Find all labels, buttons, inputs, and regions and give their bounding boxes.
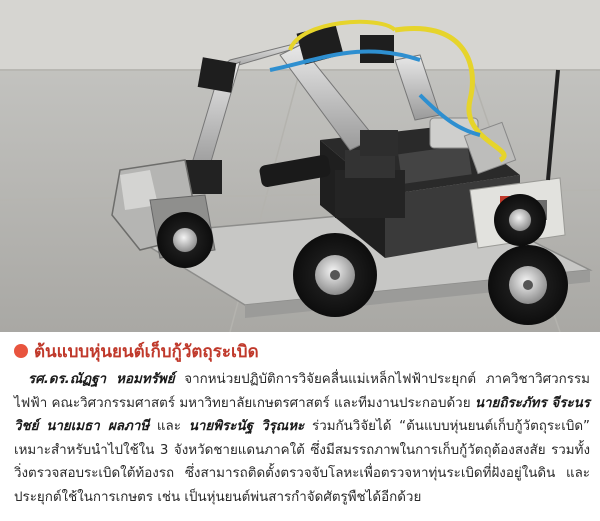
- wheel-rear-left: [157, 212, 213, 268]
- team-member-1: นายถิระภัทร จีระนรวิชย์: [14, 395, 590, 434]
- article-caption: [14, 338, 590, 516]
- headline-row: [14, 338, 590, 364]
- author-name: รศ.ดร.ณัฏฐา หอมทรัพย์: [28, 372, 175, 387]
- conjunction: และ: [149, 419, 189, 434]
- body-text-part2: ร่วมกันวิจัยได้ “ต้นแบบหุ่นยนต์เก็บกู้วัตถุระเบิด” เหมาะสำหรับนำไปใช้ใน 3 จังหวัดชายแดนภาคใต้ ซึ่งมีสมรรถภาพในการเก็บกู้วัตถุต้องสงสัย รวมทั้งวิ่งตรวจสอบระเบิดใต้ท้องรถ ซึ่งสามารถติดตั้งตรวจจับโลหะเพื่อตรวจหาทุ่นระเบิดที่ฝังอยู่ในดิน และประยุกต์ใช้ในการเกษตร เช่น เป็นหุ่นยนต์พ่นสารกำจัดศัตรูพืชได้อีกด้วย: [14, 419, 590, 505]
- body-text-part1: จากหน่วยปฏิบัติการวิจัยคลื่นแม่เหล็กไฟฟ้าประยุกต์ ภาควิชาวิศวกรรมไฟฟ้า คณะวิศวกรรมศาสตร์ มหาวิทยาลัยเกษตรศาสตร์ และทีมงานประกอบด้วย: [14, 372, 591, 411]
- bullet-icon: [14, 344, 28, 358]
- team-member-3: นายพิระนัฐ วิรุณหะ: [188, 419, 305, 434]
- team-member-2: นายเมธา ผลภาษี: [46, 419, 150, 434]
- wheel-rear-right: [494, 194, 546, 246]
- headline: ต้นแบบหุ่นยนต์เก็บกู้วัตถุระเบิด: [34, 341, 259, 362]
- article-body: [14, 368, 590, 509]
- wheel-front-right: [488, 245, 568, 325]
- wheel-front-left: [293, 233, 377, 317]
